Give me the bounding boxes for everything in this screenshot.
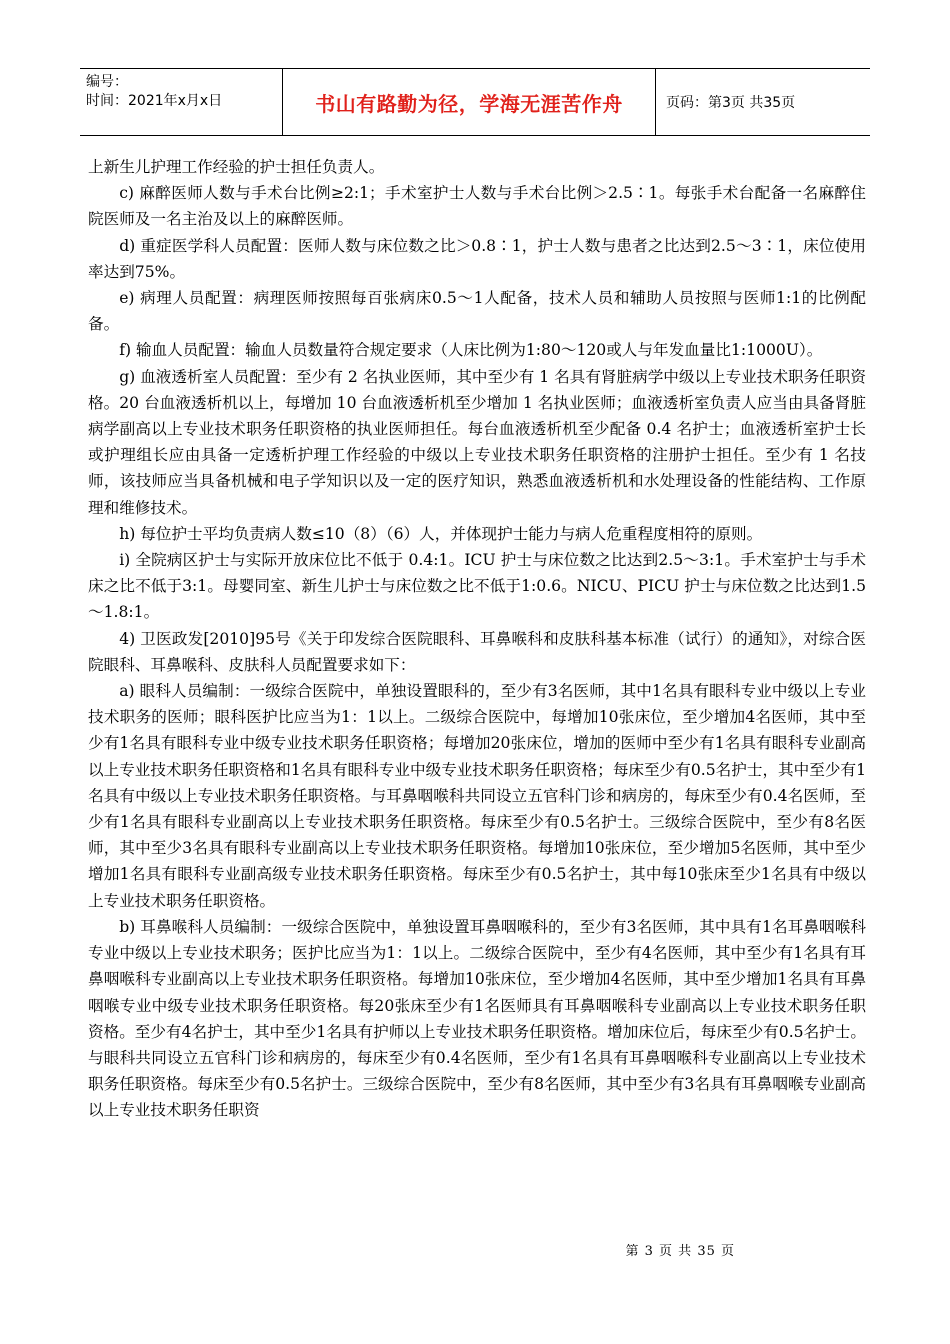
paragraph: f) 输血人员配置：输血人员数量符合规定要求（人床比例为1:80～120或人与年发血量比1:1000U）。: [119, 341, 823, 360]
paragraph: 上新生儿护理工作经验的护士担任负责人。: [88, 158, 385, 176]
document-body: [88, 154, 866, 1124]
header-motto: 书山有路勤为径，学海无涯苦作舟: [283, 69, 656, 135]
document-number-label: 编号：: [86, 74, 128, 90]
paragraph: c) 麻醉医师人数与手术台比例≥2:1；手术室护士人数与手术台比例＞2.5∶1。每张手术台配备一名麻醉住院医师及一名主治及以上的麻醉医师。: [88, 184, 866, 229]
paragraph: a) 眼科人员编制：一级综合医院中，单独设置眼科的，至少有3名医师，其中1名具有眼科专业中级以上专业技术职务的医师；眼科医护比应当为1：1以上。二级综合医院中，每增加10张床位，至少增加4名医师，其中至少有1名具有眼科专业中级专业技术职务任职资格；每增加20张床位，增加的医师中至少有1名具有眼科专业副高以上专业技术职务任职资格和1名具有眼科专业中级专业技术职务任职资格；每床至少有0.5名护士，其中至少有1名具有中级以上专业技术职务任职资格。与耳鼻咽喉科共同设立五官科门诊和病房的，每床至少有0.4名医师，至少有1名具有眼科专业副高以上专业技术职务任职资格。每床至少有0.5名护士。三级综合医院中，至少有8名医师，其中至少3名具有眼科专业副高以上专业技术职务任职资格。每增加10张床位，至少增加5名医师，其中至少增加1名具有眼科专业副高级专业技术职务任职资格。每床至少有0.5名护士，其中每10张床至少1名具有中级以上专业技术职务任职资格。: [88, 682, 866, 910]
paragraph: e) 病理人员配置：病理医师按照每百张病床0.5～1人配备，技术人员和辅助人员按照与医师1:1的比例配备。: [88, 289, 866, 334]
paragraph: h) 每位护士平均负责病人数≤10（8）（6）人，并体现护士能力与病人危重程度相符的原则。: [119, 524, 763, 543]
paragraph: d) 重症医学科人员配置：医师人数与床位数之比＞0.8∶1，护士人数与患者之比达到2.5～3∶1，床位使用率达到75%。: [88, 236, 866, 281]
paragraph: g) 血液透析室人员配置：至少有 2 名执业医师，其中至少有 1 名具有肾脏病学中级以上专业技术职务任职资格。20 台血液透析机以上，每增加 10 台血液透析机至少增加 1 名执业医师；血液透析室负责人应当由具备肾脏病学副高以上专业技术职务任职资格的执业医师担任。每台血液透析机至少配备 0.4 名护士；血液透析室护士长或护理组长应由具备一定透析护理工作经验的中级以上专业技术职务任职资格的注册护士担任。至少有 1 名技师，该技师应当具备机械和电子学知识以及一定的医疗知识，熟悉血液透析机和水处理设备的性能结构、工作原理和维修技术。: [88, 367, 867, 517]
page-header: [80, 68, 870, 136]
footer-page-number: 第 3 页 共 35 页: [625, 1244, 735, 1259]
document-time-label: 时间：2021年x月x日: [86, 93, 223, 109]
header-page-info: 页码：第3页 共35页: [666, 95, 796, 111]
page-footer: [0, 1240, 950, 1259]
paragraph: 4) 卫医政发[2010]95号《关于印发综合医院眼科、耳鼻喉科和皮肤科基本标准（试行）的通知》，对综合医院眼科、耳鼻喉科、皮肤科人员配置要求如下：: [88, 629, 866, 674]
paragraph: i) 全院病区护士与实际开放床位比不低于 0.4:1。ICU 护士与床位数之比达到2.5～3:1。手术室护士与手术床之比不低于3:1。母婴同室、新生儿护士与床位数之比不低于1:0.6。NICU、PICU 护士与床位数之比达到1.5～1.8:1。: [88, 551, 866, 622]
paragraph: b) 耳鼻喉科人员编制：一级综合医院中，单独设置耳鼻咽喉科的，至少有3名医师，其中具有1名耳鼻咽喉科专业中级以上专业技术职务；医护比应当为1：1以上。二级综合医院中，至少有4名医师，其中至少有1名具有耳鼻咽喉科专业副高以上专业技术职务任职资格。每增加10张床位，至少增加4名医师，其中至少增加1名具有耳鼻咽喉专业中级专业技术职务任职资格。每20张床至少有1名医师具有耳鼻咽喉科专业副高以上专业技术职务任职资格。至少有4名护士，其中至少1名具有护师以上专业技术职务任职资格。增加床位后，每床至少有0.5名护士。与眼科共同设立五官科门诊和病房的，每床至少有0.4名医师，至少有1名具有耳鼻咽喉科专业副高以上专业技术职务任职资格。每床至少有0.5名护士。三级综合医院中，至少有8名医师，其中至少有3名具有耳鼻咽喉专业副高以上专业技术职务任职资: [88, 917, 866, 1120]
header-meta-cell: [80, 69, 283, 135]
